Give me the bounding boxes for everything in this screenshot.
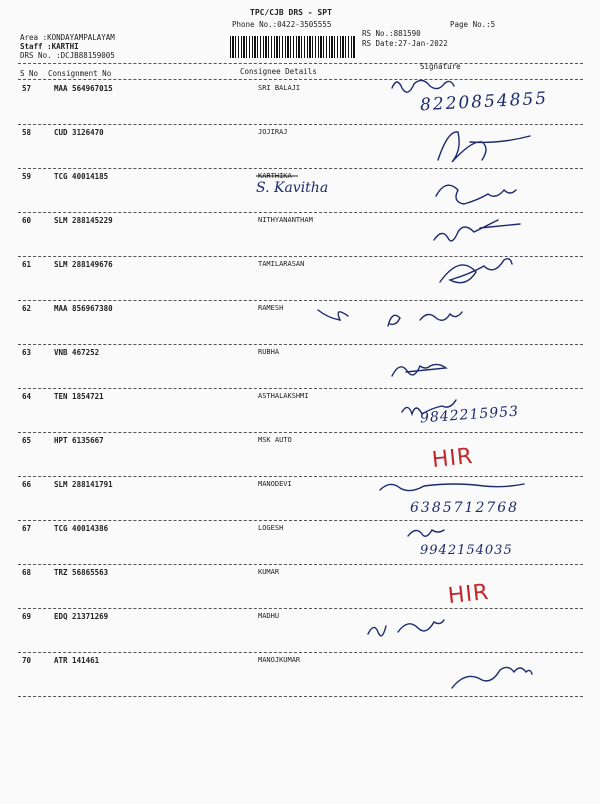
row-consignee: TAMILARASAN — [258, 260, 305, 268]
row-sno: 58 — [22, 128, 32, 137]
row-sno: 62 — [22, 304, 32, 313]
handwritten-name-59: S. Kavitha — [256, 180, 329, 196]
table-row — [0, 524, 600, 544]
row-sno: 59 — [22, 172, 32, 181]
row-sno: 65 — [22, 436, 32, 445]
row-consignment-no: TCG 40014185 — [54, 172, 109, 181]
row-consignee: SRI BALAJI — [258, 84, 301, 92]
row-consignee: MADHU — [258, 612, 280, 620]
row-divider — [18, 344, 583, 345]
divider — [18, 63, 583, 64]
row-consignee: RAMESH — [258, 304, 284, 312]
table-row — [0, 216, 600, 236]
row-consignee: RUBHA — [258, 348, 280, 356]
row-consignee: MANOJKUMAR — [258, 656, 301, 664]
col-header-consignee: Consignee Details — [240, 67, 317, 76]
table-row — [0, 568, 600, 588]
table-row — [0, 612, 600, 632]
row-divider — [18, 300, 583, 301]
document-title: TPC/CJB DRS - SPT — [250, 8, 332, 17]
row-consignee: MANODEVI — [258, 480, 292, 488]
row-consignment-no: CUD 3126470 — [54, 128, 104, 137]
row-divider — [18, 476, 583, 477]
row-sno: 67 — [22, 524, 32, 533]
row-consignee: MSK AUTO — [258, 436, 292, 444]
row-sno: 63 — [22, 348, 32, 357]
row-divider — [18, 256, 583, 257]
row-sno: 70 — [22, 656, 32, 665]
drs-number: DRS No. :DCJB88159005 — [20, 51, 115, 60]
table-row — [0, 656, 600, 676]
row-sno: 57 — [22, 84, 32, 93]
divider — [18, 79, 583, 80]
row-sno: 61 — [22, 260, 32, 269]
row-divider — [18, 168, 583, 169]
table-row — [0, 260, 600, 280]
table-row — [0, 348, 600, 368]
staff-label: Staff :KARTHI — [20, 42, 79, 51]
table-row — [0, 436, 600, 456]
handwritten-phone-66: 6385712768 — [410, 500, 520, 516]
table-row — [0, 172, 600, 192]
row-consignment-no: TEN 1854721 — [54, 392, 104, 401]
row-consignment-no: TRZ 56865563 — [54, 568, 109, 577]
row-sno: 69 — [22, 612, 32, 621]
hir-stamp-68: HIR — [446, 579, 491, 610]
row-sno: 60 — [22, 216, 32, 225]
table-row — [0, 392, 600, 412]
row-divider — [18, 608, 583, 609]
row-consignment-no: VNB 467252 — [54, 348, 100, 357]
col-header-consignment: Consignment No — [48, 69, 112, 78]
row-consignment-no: SLM 288149676 — [54, 260, 113, 269]
hir-stamp-65: HIR — [430, 443, 475, 474]
row-divider — [18, 388, 583, 389]
row-divider — [18, 564, 583, 565]
row-divider — [18, 696, 583, 697]
row-consignment-no: TCG 40014386 — [54, 524, 109, 533]
row-consignee: JOJIRAJ — [258, 128, 288, 136]
row-consignee: KARTHIKA — [258, 172, 292, 180]
row-consignment-no: MAA 856967380 — [54, 304, 113, 313]
row-sno: 68 — [22, 568, 32, 577]
row-divider — [18, 652, 583, 653]
page-number: Page No.:5 — [450, 20, 496, 29]
barcode — [230, 36, 356, 58]
phone-number: Phone No.:0422-3505555 — [232, 20, 332, 29]
row-sno: 64 — [22, 392, 32, 401]
col-header-sno: S No — [20, 69, 39, 78]
handwritten-phone-67: 9942154035 — [420, 543, 513, 558]
rs-number: RS No.:881590 — [362, 29, 421, 38]
row-consignment-no: SLM 288145229 — [54, 216, 113, 225]
row-consignee: ASTHALAKSHMI — [258, 392, 309, 400]
row-divider — [18, 124, 583, 125]
row-sno: 66 — [22, 480, 32, 489]
area-label: Area :KONDAYAMPALAYAM — [20, 33, 115, 42]
row-consignee: NITHYANANTHAM — [258, 216, 313, 224]
row-divider — [18, 212, 583, 213]
handwritten-phone-64: 9842215953 — [419, 403, 520, 427]
table-row — [0, 480, 600, 500]
row-consignment-no: SLM 288141791 — [54, 480, 113, 489]
row-consignment-no: EDQ 21371269 — [54, 612, 109, 621]
row-consignee: LOGESH — [258, 524, 284, 532]
row-consignment-no: MAA 564967015 — [54, 84, 113, 93]
row-consignment-no: ATR 141461 — [54, 656, 100, 665]
table-row — [0, 128, 600, 148]
table-row — [0, 304, 600, 324]
row-consignee: KUMAR — [258, 568, 280, 576]
row-divider — [18, 432, 583, 433]
col-header-signature: Signature — [420, 62, 461, 71]
row-divider — [18, 520, 583, 521]
row-consignment-no: HPT 6135667 — [54, 436, 104, 445]
handwritten-phone-57: 8220854855 — [419, 88, 549, 116]
rs-date: RS Date:27-Jan-2022 — [362, 39, 448, 48]
table-row — [0, 84, 600, 104]
